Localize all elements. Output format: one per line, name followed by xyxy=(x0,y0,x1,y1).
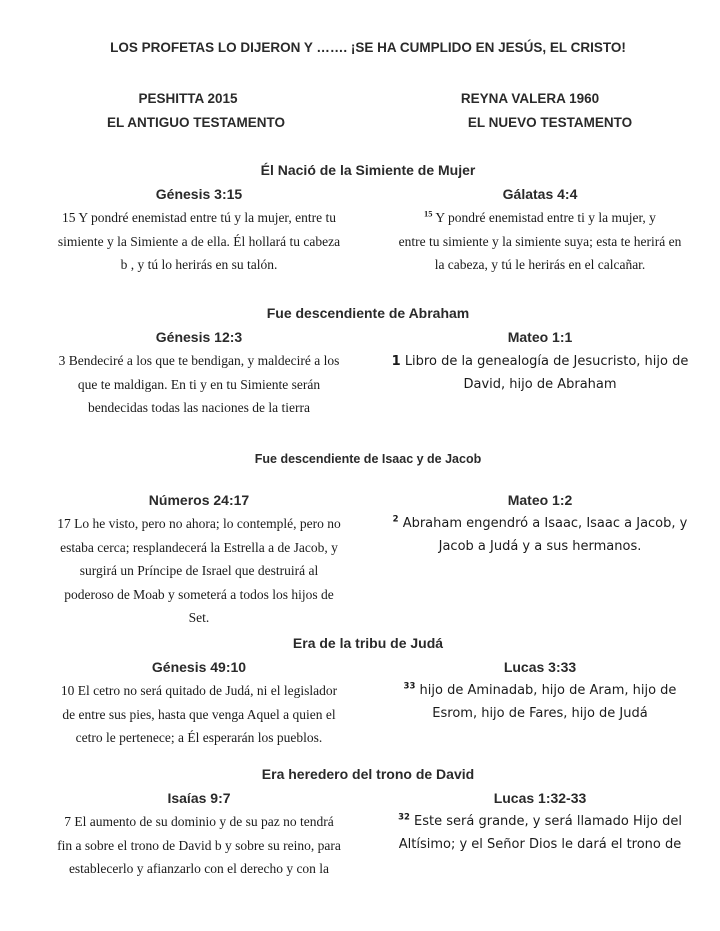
left-testament-header: EL ANTIGUO TESTAMENTO xyxy=(106,115,285,130)
right-reference: Lucas 3:33 xyxy=(503,659,577,675)
section-heading: Fue descendiente de Abraham xyxy=(266,305,470,321)
left-reference: Génesis 49:10 xyxy=(151,659,247,675)
left-reference: Números 24:17 xyxy=(148,492,250,508)
left-verse-text: 17 Lo he visto, pero no ahora; lo contemplé, pero no estaba cerca; resplandecerá la Estrella a de Jacob, y surgirá un Príncipe de Israel que destruirá al poderoso de Moab y someterá a todos los hijos de Set. xyxy=(57,516,341,625)
section-heading: Era de la tribu de Judá xyxy=(292,635,444,651)
right-version-header: REYNA VALERA 1960 xyxy=(460,91,600,106)
section-heading: Él Nació de la Simiente de Mujer xyxy=(260,162,476,178)
verse-number: 2 xyxy=(392,514,399,525)
left-verse-text: 3 Bendeciré a los que te bendigan, y maldeciré a los que te maldigan. En ti y en tu Simiente serán bendecidas todas las naciones de la tierra xyxy=(58,353,340,415)
left-reference: Isaías 9:7 xyxy=(167,790,231,806)
left-version-header: PESHITTA 2015 xyxy=(138,91,238,106)
verse-number: 1 xyxy=(391,354,401,369)
section-heading: Fue descendiente de Isaac y de Jacob xyxy=(254,452,482,466)
right-verse-text: 1 Libro de la genealogía de Jesucristo, hijo de David, hijo de Abraham xyxy=(391,354,689,392)
right-verse-text: $^{33}$ hijo de Aminadab, hijo de Aram, hijo de Esrom, hijo de Fares, hijo de Judá xyxy=(403,681,677,721)
page-title: LOS PROFETAS LO DIJERON Y ……. ¡SE HA CUMPLIDO EN JESÚS, EL CRISTO! xyxy=(110,40,626,55)
right-reference: Gálatas 4:4 xyxy=(502,186,578,202)
right-testament-header: EL NUEVO TESTAMENTO xyxy=(467,115,633,130)
left-reference: Génesis 3:15 xyxy=(155,186,243,202)
right-verse-text: $^2$ Abraham engendró a Isaac, Isaac a Jacob, y Jacob a Judá y a sus hermanos. xyxy=(392,514,688,554)
right-verse-text: $^{32}$ Este será grande, y será llamado Hijo del Altísimo; y el Señor Dios le dará el trono de xyxy=(398,812,682,852)
section-heading: Era heredero del trono de David xyxy=(261,766,475,782)
left-verse-text: 7 El aumento de su dominio y de su paz no tendrá fin a sobre el trono de David b y sobre su reino, para establecerlo y afianzarlo con el derecho y con la xyxy=(57,814,341,876)
verse-number: 15 xyxy=(424,208,433,219)
right-reference: Mateo 1:2 xyxy=(507,492,573,508)
right-reference: Lucas 1:32-33 xyxy=(493,790,587,806)
left-reference: Génesis 12:3 xyxy=(155,329,243,345)
verse-number: 33 xyxy=(403,681,416,692)
right-verse-text: $^{15}$ Y pondré enemistad entre ti y la mujer, y entre tu simiente y la simiente suya; esta te herirá en la cabeza, y tú le herirás en el calcañar. xyxy=(398,208,682,272)
left-verse-text: 10 El cetro no será quitado de Judá, ni el legislador de entre sus pies, hasta que venga Aquel a quien el cetro le pertenece; a Él esperarán los pueblos. xyxy=(60,683,338,745)
left-verse-text: 15 Y pondré enemistad entre tú y la mujer, entre tu simiente y la Simiente a de ella. Él hollará tu cabeza b , y tú lo herirás en su talón. xyxy=(57,210,341,272)
verse-number: 32 xyxy=(398,812,410,823)
right-reference: Mateo 1:1 xyxy=(507,329,573,345)
